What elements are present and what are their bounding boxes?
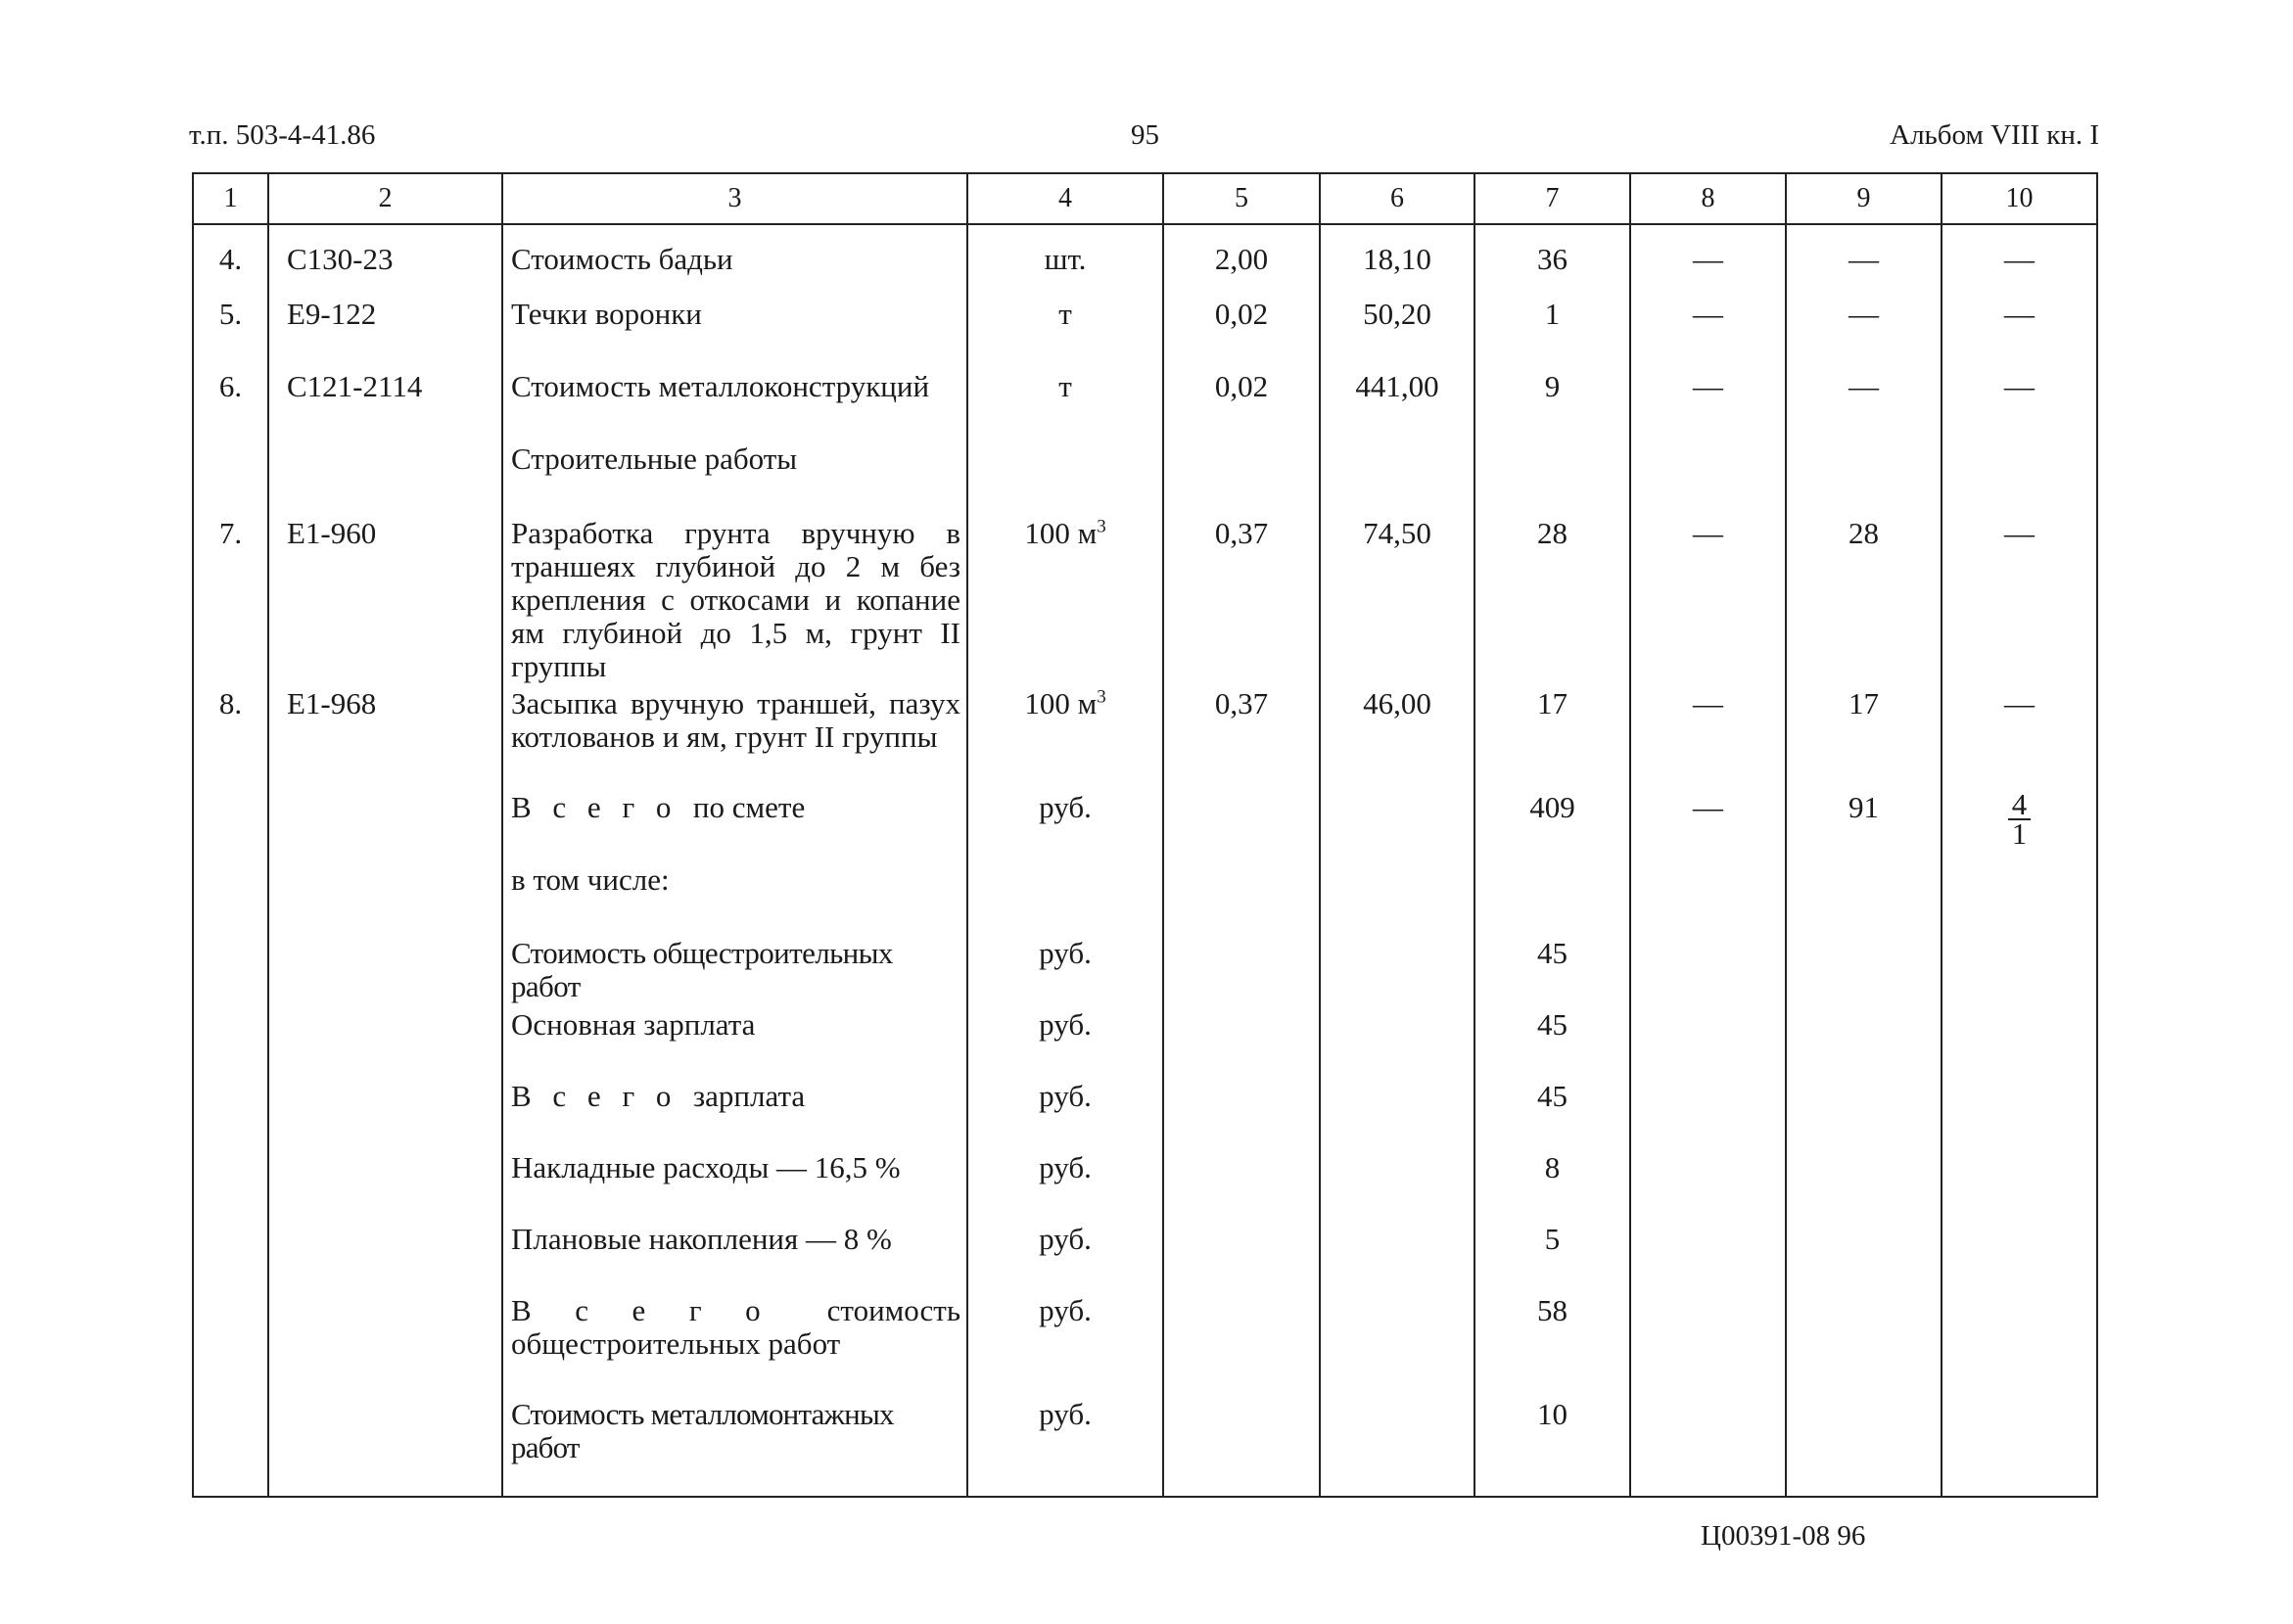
quantity: 0,37 <box>1163 517 1320 687</box>
breakdown-name: Стоимость металломонтажных работ <box>502 1398 967 1497</box>
breakdown-total: 58 <box>1474 1294 1630 1398</box>
col-10-value: — <box>1942 687 2097 791</box>
table-row <box>193 517 2097 687</box>
section-row <box>193 442 2097 517</box>
norm-code: С121-2114 <box>268 370 502 442</box>
col-8-value: — <box>1630 370 1786 442</box>
breakdown-total: 45 <box>1474 1008 1630 1080</box>
breakdown-total: 45 <box>1474 1080 1630 1151</box>
total-col-8: — <box>1630 791 1786 863</box>
breakdown-name-spaced: В с е г о <box>511 1293 768 1327</box>
item-name: Стоимость бадьи <box>502 224 967 298</box>
unit <box>967 687 1163 791</box>
norm-code: С130-23 <box>268 224 502 298</box>
col-10-value: — <box>1942 517 2097 687</box>
total-label-rest: по смете <box>692 790 806 824</box>
total-unit: руб. <box>967 791 1163 863</box>
column-header: 5 <box>1163 173 1320 224</box>
fraction-numerator: 4 <box>2008 791 2032 820</box>
table-row <box>193 370 2097 442</box>
unit-price: 50,20 <box>1320 298 1474 370</box>
unit-price: 46,00 <box>1320 687 1474 791</box>
breakdown-name-rest: зарплата <box>692 1079 806 1113</box>
total-sum: 409 <box>1474 791 1630 863</box>
unit-price: 74,50 <box>1320 517 1474 687</box>
breakdown-unit: руб. <box>967 1294 1163 1398</box>
total-label-spaced: В с е г о <box>511 790 679 824</box>
unit-exponent: 3 <box>1097 686 1106 708</box>
breakdown-unit: руб. <box>967 1080 1163 1151</box>
unit-text: 100 м <box>1024 516 1098 550</box>
total-col-10 <box>1942 787 2097 863</box>
breakdown-name-rest: стоимость общестроительных работ <box>511 1293 960 1361</box>
total-cost: 36 <box>1474 224 1630 298</box>
column-header: 1 <box>193 173 268 224</box>
fraction <box>2008 787 2032 851</box>
breakdown-row <box>193 1008 2097 1080</box>
col-9-value: — <box>1786 298 1942 370</box>
table-row <box>193 687 2097 791</box>
total-cost: 17 <box>1474 687 1630 791</box>
including-label: в том числе: <box>502 863 967 937</box>
breakdown-unit: руб. <box>967 1398 1163 1497</box>
column-header: 7 <box>1474 173 1630 224</box>
total-cost: 1 <box>1474 298 1630 370</box>
subheading-row <box>193 863 2097 937</box>
breakdown-row <box>193 1223 2097 1294</box>
breakdown-name: Основная зарплата <box>502 1008 967 1080</box>
row-number: 7. <box>193 517 268 687</box>
item-name: Разработка грунта вручную в траншеях глубиной до 2 м без крепления с откосами и копание ям глубиной до 1,5 м, грунт II группы <box>502 517 967 687</box>
col-10-value: — <box>1942 370 2097 442</box>
norm-code: Е1-960 <box>268 517 502 687</box>
breakdown-name: Плановые накопления — 8 % <box>502 1223 967 1294</box>
breakdown-unit: руб. <box>967 1223 1163 1294</box>
unit-text: 100 м <box>1024 686 1098 720</box>
album-reference: Альбом VIII кн. I <box>1890 119 2099 151</box>
column-header: 4 <box>967 173 1163 224</box>
breakdown-row <box>193 937 2097 1008</box>
quantity: 0,37 <box>1163 687 1320 791</box>
unit: т <box>967 298 1163 370</box>
col-10-value: — <box>1942 224 2097 298</box>
breakdown-row <box>193 1398 2097 1497</box>
column-header: 3 <box>502 173 967 224</box>
fraction-denominator: 1 <box>2011 816 2028 851</box>
norm-code: Е1-968 <box>268 687 502 791</box>
row-number: 6. <box>193 370 268 442</box>
col-8-value: — <box>1630 517 1786 687</box>
total-cost: 9 <box>1474 370 1630 442</box>
breakdown-row <box>193 1151 2097 1223</box>
breakdown-total: 10 <box>1474 1398 1630 1497</box>
unit: т <box>967 370 1163 442</box>
item-name: Стоимость металлоконструкций <box>502 370 967 442</box>
breakdown-name: Стоимость общестроительных работ <box>502 937 967 1008</box>
quantity: 0,02 <box>1163 298 1320 370</box>
col-10-value: — <box>1942 298 2097 370</box>
breakdown-row <box>193 1294 2097 1398</box>
total-label <box>502 791 967 863</box>
breakdown-unit: руб. <box>967 937 1163 1008</box>
breakdown-unit: руб. <box>967 1008 1163 1080</box>
norm-code: Е9-122 <box>268 298 502 370</box>
row-number: 5. <box>193 298 268 370</box>
document-reference: т.п. 503-4-41.86 <box>189 119 376 151</box>
table-row <box>193 224 2097 298</box>
column-header: 10 <box>1942 173 2097 224</box>
row-number: 4. <box>193 224 268 298</box>
total-row <box>193 791 2097 863</box>
unit-price: 18,10 <box>1320 224 1474 298</box>
breakdown-total: 5 <box>1474 1223 1630 1294</box>
quantity: 0,02 <box>1163 370 1320 442</box>
item-name: Течки воронки <box>502 298 967 370</box>
unit-price: 441,00 <box>1320 370 1474 442</box>
col-8-value: — <box>1630 687 1786 791</box>
quantity: 2,00 <box>1163 224 1320 298</box>
unit: шт. <box>967 224 1163 298</box>
column-number-row <box>193 173 2097 224</box>
col-8-value: — <box>1630 224 1786 298</box>
breakdown-row <box>193 1080 2097 1151</box>
breakdown-name <box>502 1080 967 1151</box>
col-9-value: 17 <box>1786 687 1942 791</box>
page-number: 95 <box>1131 119 1159 151</box>
col-9-value: — <box>1786 224 1942 298</box>
breakdown-total: 45 <box>1474 937 1630 1008</box>
unit-exponent: 3 <box>1097 516 1106 537</box>
col-9-value: 28 <box>1786 517 1942 687</box>
breakdown-name <box>502 1294 967 1398</box>
item-name: Засыпка вручную траншей, пазух котлованов и ям, грунт II группы <box>502 687 967 791</box>
breakdown-unit: руб. <box>967 1151 1163 1223</box>
table-row <box>193 298 2097 370</box>
row-number: 8. <box>193 687 268 791</box>
unit <box>967 517 1163 687</box>
breakdown-name-spaced: В с е г о <box>511 1079 679 1113</box>
section-title: Строительные работы <box>502 442 967 517</box>
breakdown-name: Накладные расходы — 16,5 % <box>502 1151 967 1223</box>
column-header: 8 <box>1630 173 1786 224</box>
breakdown-total: 8 <box>1474 1151 1630 1223</box>
column-header: 9 <box>1786 173 1942 224</box>
column-header: 2 <box>268 173 502 224</box>
estimate-table <box>192 172 2098 1498</box>
total-col-9: 91 <box>1786 791 1942 863</box>
document-code: Ц00391-08 96 <box>1701 1520 1866 1552</box>
total-cost: 28 <box>1474 517 1630 687</box>
col-8-value: — <box>1630 298 1786 370</box>
col-9-value: — <box>1786 370 1942 442</box>
column-header: 6 <box>1320 173 1474 224</box>
